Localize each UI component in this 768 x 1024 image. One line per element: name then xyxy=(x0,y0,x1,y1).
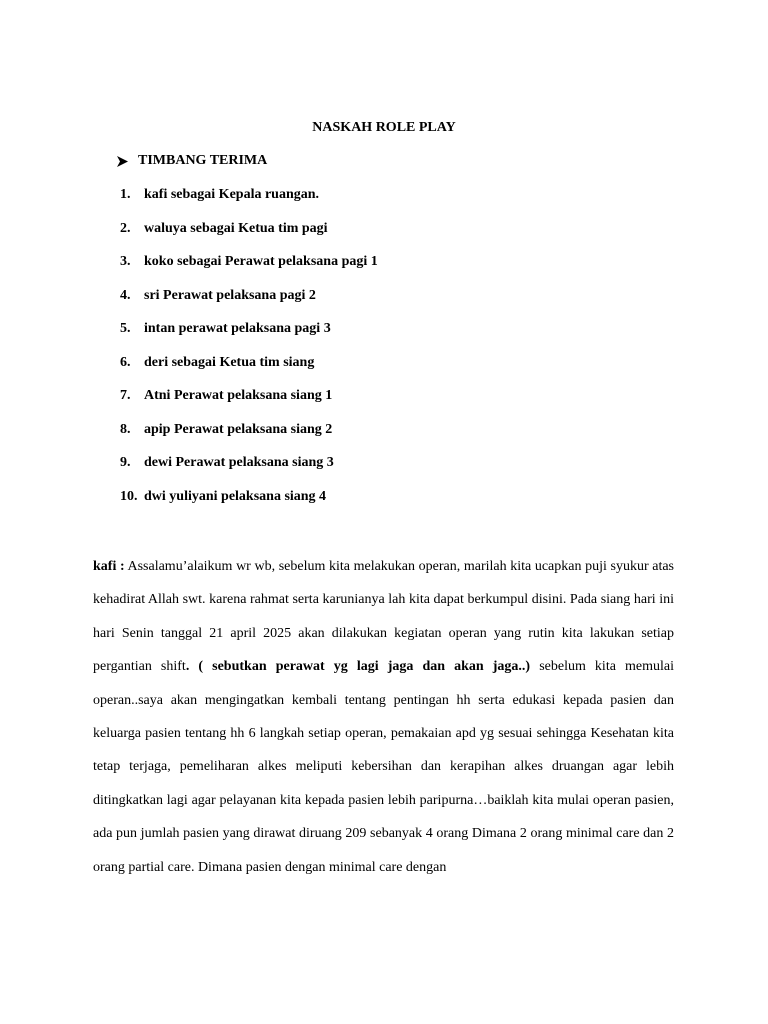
speaker-name: kafi : xyxy=(93,559,125,574)
list-item: 2. waluya sebagai Ketua tim pagi xyxy=(120,220,328,236)
role-list xyxy=(120,187,378,522)
list-item: 9. dewi Perawat pelaksana siang 3 xyxy=(120,455,334,470)
list-item: 7. Atni Perawat pelaksana siang 1 xyxy=(120,388,333,403)
list-item: 5. intan perawat pelaksana pagi 3 xyxy=(120,321,331,336)
dialogue-stage-note: . ( sebutkan perawat yg lagi jaga dan akan jaga..) xyxy=(185,659,531,675)
document-title: NASKAH ROLE PLAY xyxy=(312,120,456,135)
arrow-bullet-icon xyxy=(116,155,129,168)
dialogue-text-2: sebelum kita memulai operan..saya akan mengingatkan kembali tentang pentingan hh serta edukasi kepada pasien dan keluarga pasien tentang hh 6 langkah setiap operan, pemakaian apd yg sesuai sehingga Kesehatan kita tetap terjaga, pemeliharan alkes meliputi kebersihan dan kerapihan alkes druangan agar lebih ditingkatkan lagi agar pelayanan kita kepada pasien lebih paripurna…baiklah kita mulai operan pasien, ada pun jumlah pasien yang dirawat diruang 209 sebanyak 4 orang Dimana 2 orang minimal care dan 2 orang partial care. Dimana pasien dengan minimal care dengan xyxy=(93,659,674,875)
list-item: 6. deri sebagai Ketua tim siang xyxy=(120,354,315,370)
section-heading-label: TIMBANG TERIMA xyxy=(138,153,268,168)
list-item: 8. apip Perawat pelaksana siang 2 xyxy=(120,421,333,437)
list-item: 3. koko sebagai Perawat pelaksana pagi 1 xyxy=(120,254,378,269)
dialogue-text-1: Assalamu’alaikum wr wb, sebelum kita melakukan operan, marilah kita ucapkan puji syukur atas kehadirat Allah swt. karena rahmat serta karunianya lah kita dapat berkumpul disini. Pada siang hari ini hari Senin tanggal 21 april 2025 akan dilakukan kegiatan operan yang rutin kita lakukan setiap pergantian shift xyxy=(93,559,674,675)
list-item: 10. dwi yuliyani pelaksana siang 4 xyxy=(120,488,327,504)
list-item: 1. kafi sebagai Kepala ruangan. xyxy=(120,187,320,202)
dialogue-paragraph xyxy=(93,550,674,884)
section-heading xyxy=(116,153,267,169)
list-item: 4. sri Perawat pelaksana pagi 2 xyxy=(120,287,316,303)
